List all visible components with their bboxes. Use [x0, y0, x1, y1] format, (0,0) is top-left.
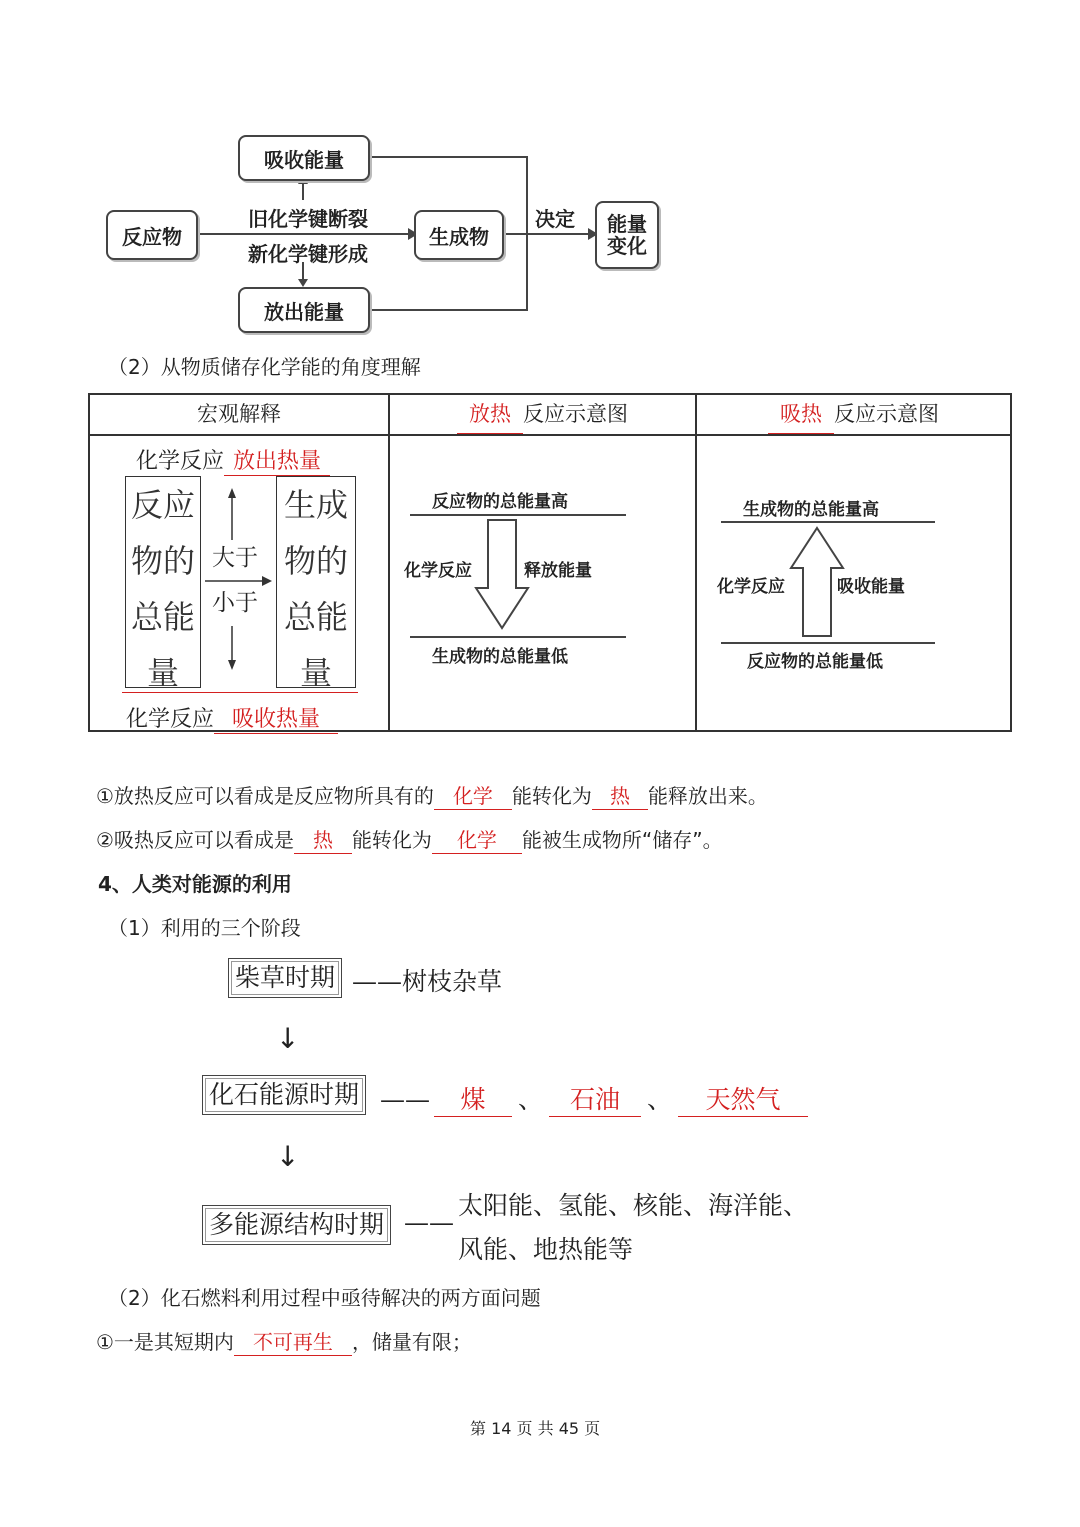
sub1-heading: （1）利用的三个阶段 — [108, 916, 301, 940]
exo-left-label: 化学反应 — [404, 561, 472, 581]
endo-blank: 吸热 — [768, 395, 834, 434]
energy-change-box: 能量 变化 — [595, 201, 659, 269]
arrow-down-2: ↓ — [276, 1140, 300, 1173]
macro-top-text: 化学反应 放出热量 — [136, 444, 330, 476]
stage-fossil: 化石能源时期 — [202, 1075, 366, 1115]
endothermic-diagram-cell — [696, 435, 1011, 731]
col2-header: 放热 反应示意图 — [389, 394, 696, 435]
endo-left-label: 化学反应 — [717, 577, 785, 597]
break-old-bonds-label: 旧化学键断裂 — [248, 207, 368, 231]
stage-firewood: 柴草时期 — [228, 958, 342, 998]
stage-firewood-desc: ——树枝杂草 — [352, 967, 503, 996]
macro-bottom-text: 化学反应 吸收热量 — [126, 702, 338, 734]
exo-top-label: 反应物的总能量高 — [432, 492, 568, 512]
release-energy-box: 放出能量 — [238, 287, 370, 333]
endo-right-label: 吸收能量 — [837, 577, 905, 597]
stage-multi-line2: 风能、地热能等 — [458, 1235, 634, 1264]
energy-table — [88, 393, 1012, 732]
endo-bottom-label: 反应物的总能量低 — [747, 652, 883, 672]
greater-than-label: 大于 — [212, 545, 258, 571]
endo-top-label: 生成物的总能量高 — [743, 500, 879, 520]
blank-nonrenewable: 不可再生 — [234, 1326, 352, 1356]
less-than-label: 小于 — [212, 590, 258, 616]
endothermic-sentence: ②吸热反应可以看成是 热 能转化为 化学 能被生成物所“储存”。 — [96, 824, 723, 854]
exo-down-arrow — [474, 516, 530, 634]
product-energy-box: 生成 物的 总能 量 — [276, 476, 356, 688]
stage-multi: 多能源结构时期 — [202, 1205, 391, 1245]
blank-oil: 石油 — [549, 1080, 641, 1117]
endo-bottom-line — [721, 642, 935, 644]
flow-connectors — [0, 0, 1080, 340]
blank-gas: 天然气 — [678, 1080, 808, 1117]
sub2-heading: （2）化石燃料利用过程中亟待解决的两方面问题 — [108, 1286, 541, 1310]
blank-heat: 热 — [592, 780, 648, 810]
exothermic-diagram-cell — [389, 435, 696, 731]
arrow-down-1: ↓ — [276, 1022, 300, 1055]
exo-blank: 放热 — [457, 395, 523, 434]
absorb-energy-box: 吸收能量 — [238, 135, 370, 181]
nonrenewable-sentence: ①一是其短期内 不可再生 ，储量有限； — [96, 1326, 472, 1356]
form-new-bonds-label: 新化学键形成 — [248, 242, 368, 266]
col3-header: 吸热 反应示意图 — [696, 394, 1011, 435]
exothermic-sentence: ①放热反应可以看成是反应物所具有的 化学 能转化为 热 能释放出来。 — [96, 780, 768, 810]
reactant-energy-box: 反应 物的 总能 量 — [125, 476, 201, 688]
product-box: 生成物 — [414, 210, 504, 260]
macro-cell — [89, 435, 389, 731]
reactant-box: 反应物 — [106, 210, 198, 260]
blank-heat-2: 热 — [294, 824, 352, 854]
decide-label: 决定 — [535, 207, 575, 231]
endo-top-line — [721, 521, 935, 523]
exo-bottom-line — [410, 636, 626, 638]
col1-header: 宏观解释 — [89, 394, 389, 435]
stage-fossil-row: —— 煤 、 石油 、 天然气 — [380, 1080, 808, 1117]
page-footer: 第 14 页 共 45 页 — [470, 1419, 601, 1438]
divider-red — [122, 692, 358, 693]
blank-chemical-2: 化学 — [432, 824, 522, 854]
section4-heading: 4、人类对能源的利用 — [98, 872, 292, 896]
stage-multi-dash: —— — [404, 1208, 454, 1237]
stage-multi-line1: 太阳能、氢能、核能、海洋能、 — [458, 1191, 809, 1220]
blank-coal: 煤 — [434, 1080, 512, 1117]
exo-bottom-label: 生成物的总能量低 — [432, 647, 568, 667]
endo-up-arrow — [789, 524, 845, 642]
exo-right-label: 释放能量 — [524, 561, 592, 581]
section2-heading: （2）从物质储存化学能的角度理解 — [108, 355, 421, 379]
blank-chemical: 化学 — [434, 780, 512, 810]
